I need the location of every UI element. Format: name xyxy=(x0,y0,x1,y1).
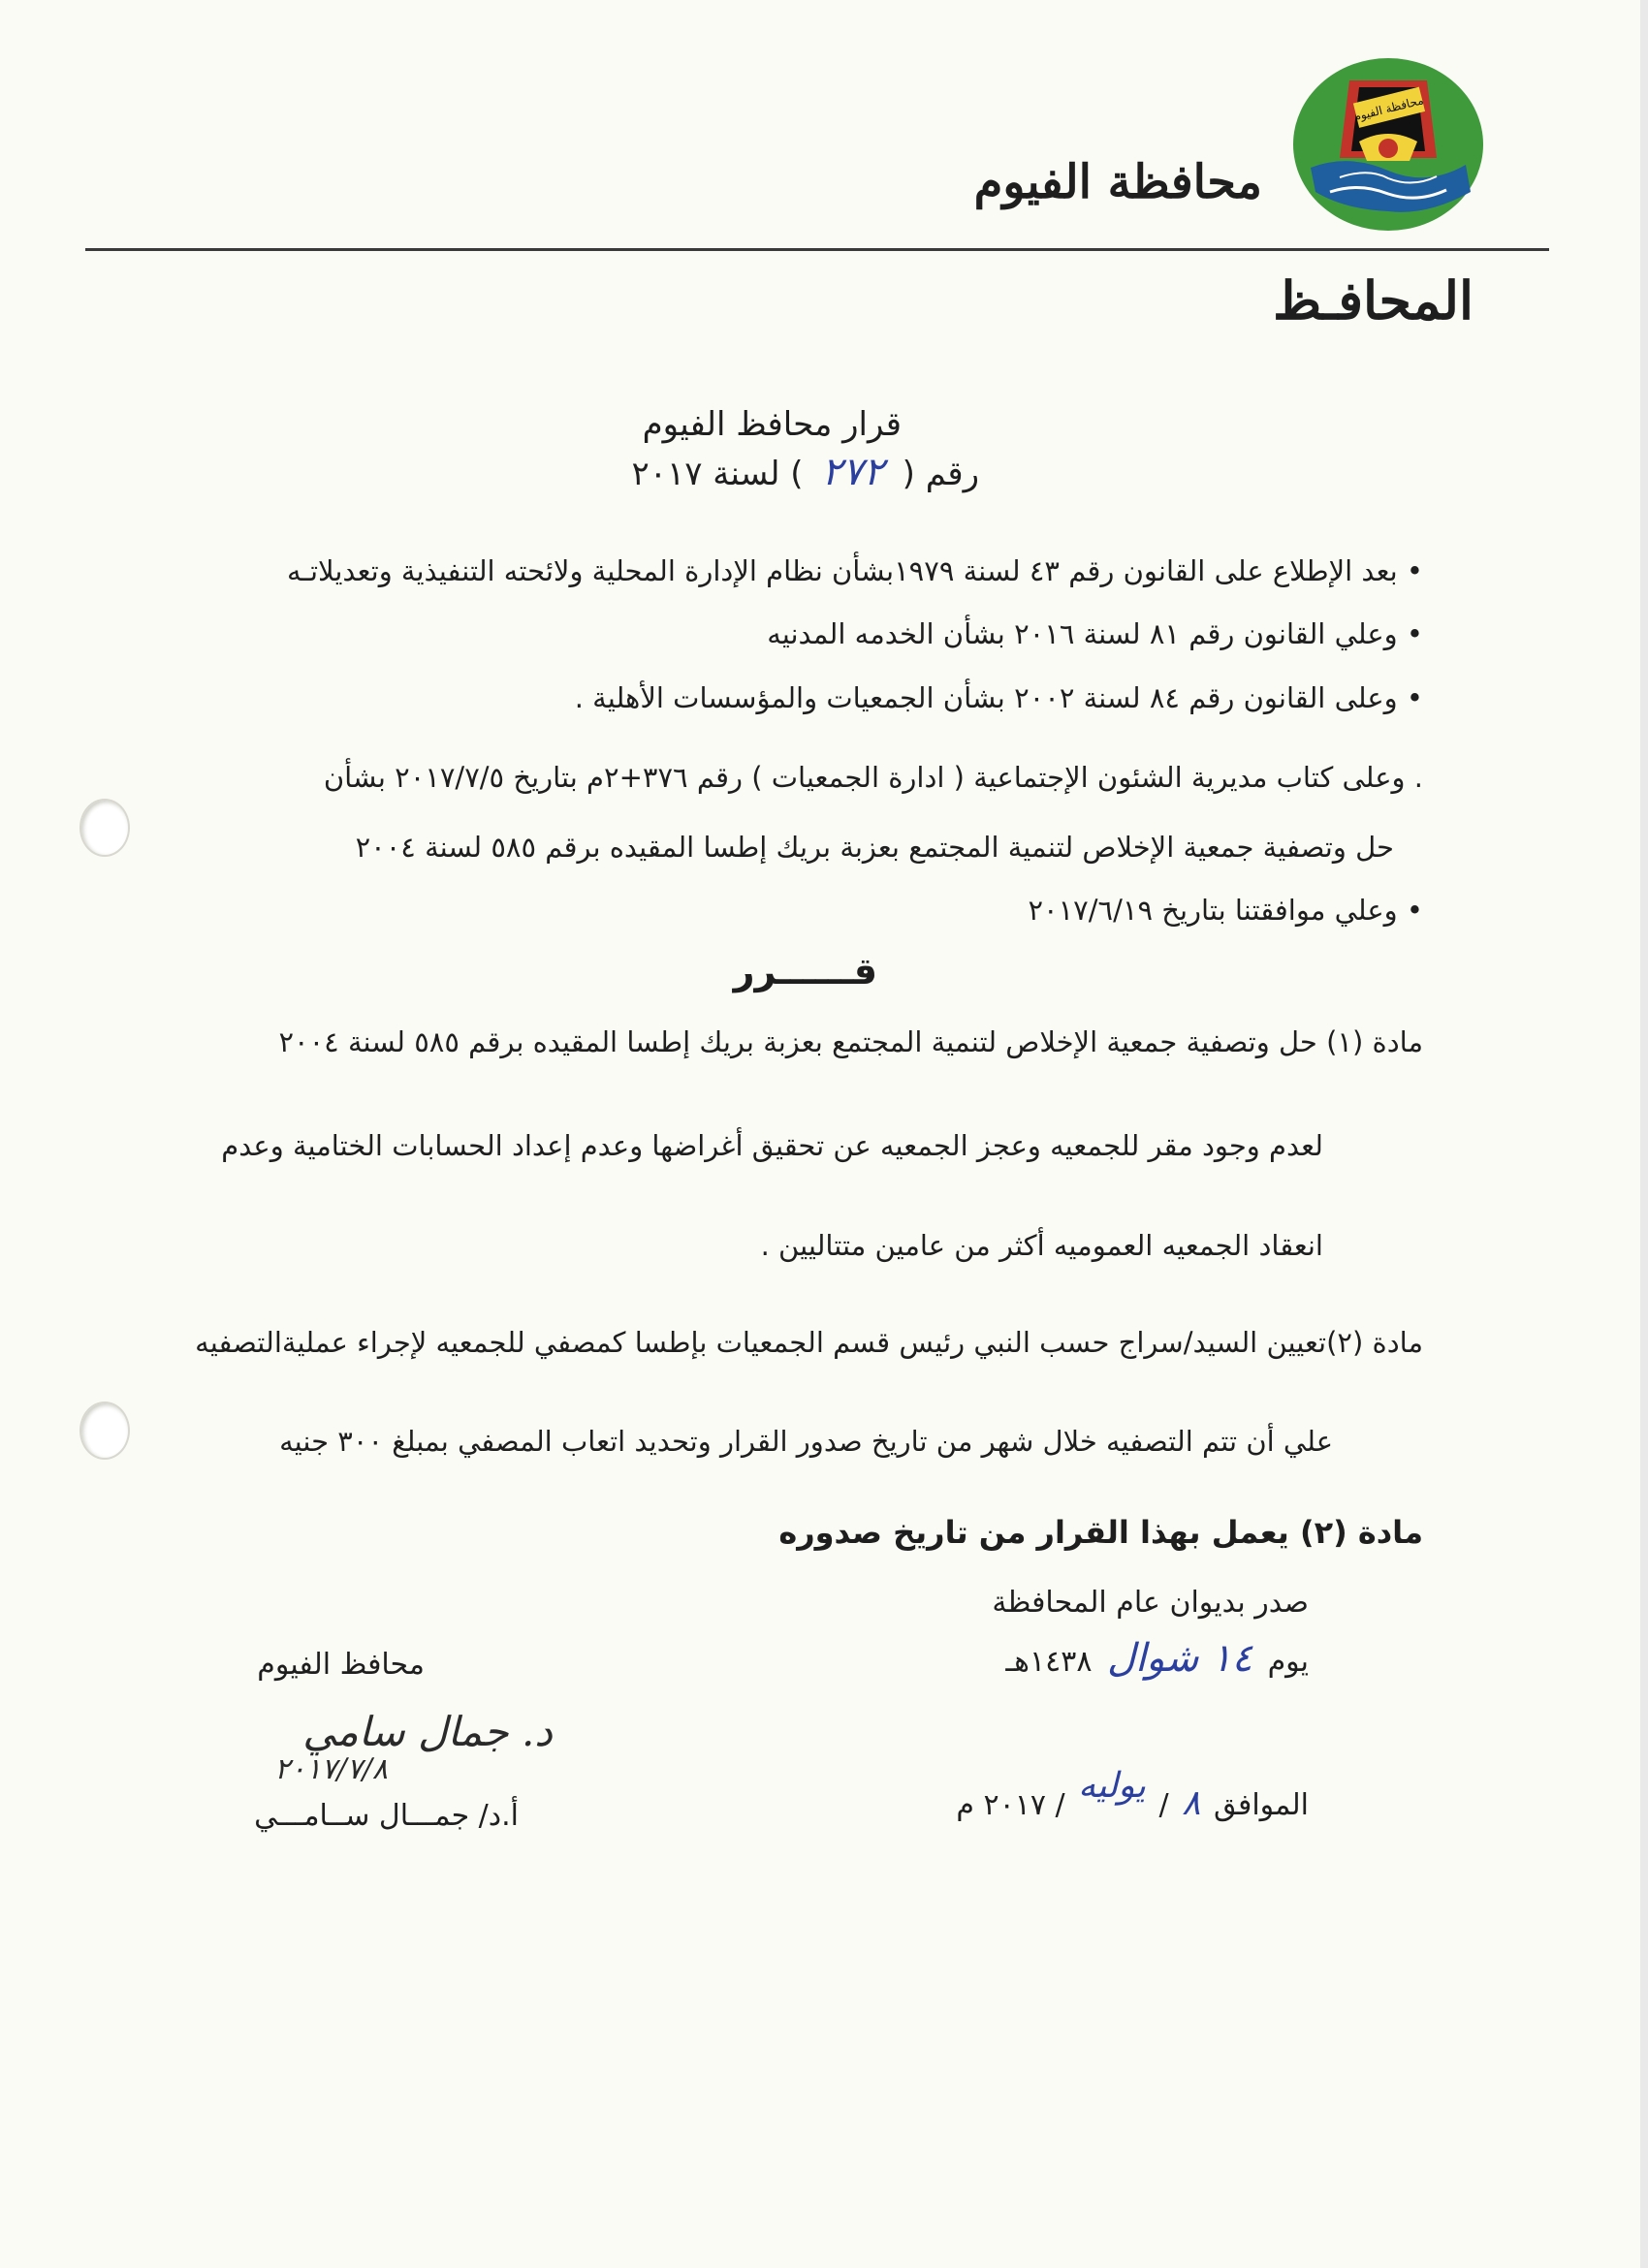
decision-number-line xyxy=(631,450,979,494)
punch-hole-bottom xyxy=(79,1402,130,1460)
decision-title: قرار محافظ الفيوم xyxy=(642,405,902,444)
decision-number-prefix: رقم ( xyxy=(902,455,979,493)
preamble-line-1: • بعد الإطلاع على القانون رقم ٤٣ لسنة ١٩٧٩بشأن نظام الإدارة المحلية ولائحته التنفيذية وتعديلاتـه xyxy=(286,554,1423,587)
signer-name: أ.د/ جمـــال ســامـــي xyxy=(254,1799,519,1833)
day-prefix: يوم xyxy=(1267,1645,1309,1679)
hijri-day-handwritten: ١٤ شوال xyxy=(1106,1636,1253,1681)
gregorian-month-handwritten: يوليه xyxy=(1078,1766,1146,1806)
preamble-line-4: . وعلى كتاب مديرية الشئون الإجتماعية ( ادارة الجمعيات ) رقم ٣٧٦+٢م بتاريخ ٢٠١٧/٧/٥ بشأن xyxy=(323,761,1423,794)
hijri-date-line xyxy=(1005,1636,1309,1681)
corresponding-label: الموافق xyxy=(1213,1788,1309,1822)
preamble-line-6: • وعلي موافقتنا بتاريخ ٢٠١٧/٦/١٩ xyxy=(1028,894,1423,927)
decides-heading: قــــــرر xyxy=(733,950,877,992)
handwritten-signature-date: ٢٠١٧/٧/٨ xyxy=(274,1752,388,1786)
preamble-line-5: حل وتصفية جمعية الإخلاص لتنمية المجتمع بعزبة بريك إطسا المقيده برقم ٥٨٥ لسنة ٢٠٠٤ xyxy=(355,831,1394,864)
gregorian-day: ٨ xyxy=(1182,1783,1201,1823)
preamble-line-2: • وعلي القانون رقم ٨١ لسنة ٢٠١٦ بشأن الخدمه المدنيه xyxy=(767,617,1423,650)
article-2-line-2: علي أن تتم التصفيه خلال شهر من تاريخ صدور القرار وتحديد اتعاب المصفي بمبلغ ٣٠٠ جنيه xyxy=(279,1425,1333,1458)
decision-number-suffix: ) لسنة ٢٠١٧ xyxy=(631,455,804,493)
handwritten-signature: د. جمال سامي xyxy=(302,1708,553,1755)
governorate-logo-icon xyxy=(1291,56,1485,233)
article-1-line-2: لعدم وجود مقر للجمعيه وعجز الجمعيه عن تحقيق أغراضها وعدم إعداد الحسابات الختامية وعدم xyxy=(221,1129,1323,1162)
punch-hole-top xyxy=(79,799,130,857)
hijri-year: ١٤٣٨هـ xyxy=(1005,1645,1093,1679)
gregorian-date-line: الموافق ٨ / يوليه / ٢٠١٧ م xyxy=(956,1766,1309,1823)
governorate-name: محافظة الفيوم xyxy=(973,155,1262,209)
article-3-line-1: مادة (٢) يعمل بهذا القرار من تاريخ صدوره xyxy=(778,1514,1423,1551)
gregorian-year: / ٢٠١٧ م xyxy=(956,1788,1065,1822)
logo-text: محافظة الفيوم xyxy=(1351,93,1425,124)
office-title: المحافـظ xyxy=(1273,269,1474,331)
preamble-line-3: • وعلى القانون رقم ٨٤ لسنة ٢٠٠٢ بشأن الجمعيات والمؤسسات الأهلية . xyxy=(574,681,1423,714)
article-2-line-1: مادة (٢)تعيين السيد/سراج حسب النبي رئيس قسم الجمعيات بإطسا كمصفي للجمعيه لإجراء عمليةالتصفيه xyxy=(195,1326,1423,1359)
decision-number-handwritten: ٢٧٢ xyxy=(821,450,884,494)
signature-title: محافظ الفيوم xyxy=(257,1648,425,1682)
header-divider xyxy=(85,248,1549,251)
article-1-line-1: مادة (١) حل وتصفية جمعية الإخلاص لتنمية المجتمع بعزبة بريك إطسا المقيده برقم ٥٨٥ لسنة ٢٠٠٤ xyxy=(278,1025,1423,1058)
article-1-line-3: انعقاد الجمعيه العموميه أكثر من عامين متتاليين . xyxy=(760,1229,1323,1262)
issued-at: صدر بديوان عام المحافظة xyxy=(992,1586,1309,1620)
